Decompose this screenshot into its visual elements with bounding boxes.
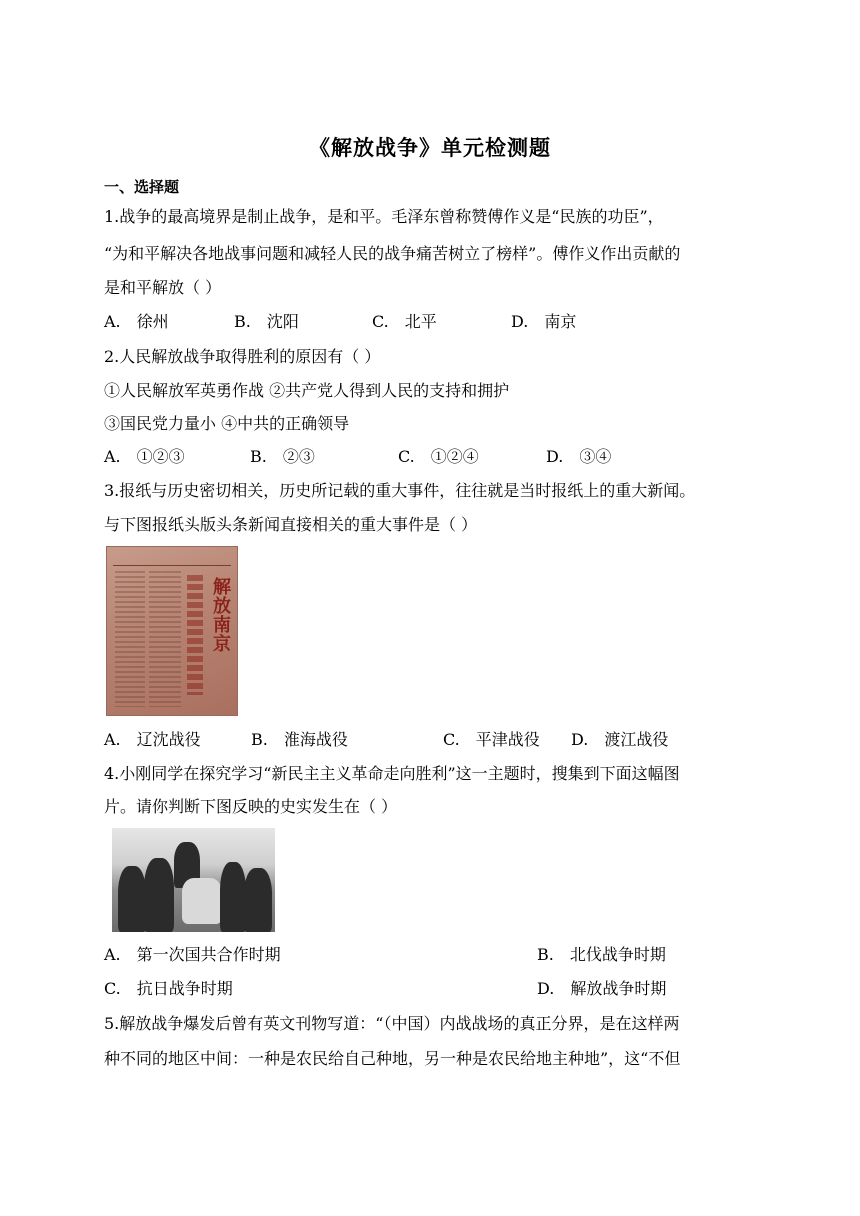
- q3-option-a: A. 辽沈战役: [104, 730, 201, 749]
- historical-photo: [112, 828, 275, 932]
- photo-figure: [244, 868, 272, 932]
- q1-option-a: A. 徐州: [104, 312, 169, 331]
- q4-line-2: 片。请你判断下图反映的史实发生在（ ）: [104, 797, 398, 816]
- q3-option-d: D. 渡江战役: [571, 730, 669, 749]
- q2-option-c: C. ①②④: [398, 447, 479, 466]
- q4-option-d: D. 解放战争时期: [537, 979, 667, 998]
- photo-horse: [182, 878, 222, 924]
- document-title: 《解放战争》单元检测题: [309, 136, 551, 160]
- q2-option-d: D. ③④: [546, 447, 612, 466]
- q4-option-c: C. 抗日战争时期: [104, 979, 233, 998]
- q2-line-2: ①人民解放军英勇作战 ②共产党人得到人民的支持和拥护: [104, 381, 510, 400]
- newspaper-column: [149, 571, 181, 707]
- newspaper-masthead: [113, 551, 231, 566]
- section-heading: 一、选择题: [104, 178, 180, 196]
- photo-figure: [118, 866, 146, 932]
- q4-option-a: A. 第一次国共合作时期: [104, 945, 281, 964]
- q1-line-3: 是和平解放（ ）: [104, 278, 222, 297]
- q3-line-2: 与下图报纸头版头条新闻直接相关的重大事件是（ ）: [104, 515, 478, 534]
- q1-line-2: “为和平解决各地战事问题和减轻人民的战争痛苦树立了榜样”。傅作义作出贡献的: [104, 244, 681, 263]
- newspaper-headline: 解放南京: [210, 577, 231, 653]
- q2-line-1: 2.人民解放战争取得胜利的原因有（ ）: [104, 347, 381, 366]
- q1-option-b: B. 沈阳: [234, 312, 299, 331]
- q5-line-1: 5.解放战争爆发后曾有英文刊物写道：“（中国）内战战场的真正分界，是在这样两: [104, 1014, 680, 1033]
- q2-line-3: ③国民党力量小 ④中共的正确领导: [104, 414, 350, 433]
- q4-line-1: 4.小刚同学在探究学习“新民主主义革命走向胜利”这一主题时，搜集到下面这幅图: [104, 764, 680, 783]
- q1-option-d: D. 南京: [511, 312, 577, 331]
- q3-option-c: C. 平津战役: [443, 730, 540, 749]
- photo-figure: [144, 858, 174, 932]
- q3-option-b: B. 淮海战役: [251, 730, 348, 749]
- q2-option-b: B. ②③: [250, 447, 315, 466]
- q1-option-c: C. 北平: [372, 312, 437, 331]
- q3-line-1: 3.报纸与历史密切相关，历史所记载的重大事件，往往就是当时报纸上的重大新闻。: [104, 481, 696, 500]
- q2-option-a: A. ①②③: [104, 447, 185, 466]
- newspaper-image: [106, 546, 238, 716]
- newspaper-subheadline: [187, 575, 203, 695]
- newspaper-column: [115, 571, 145, 707]
- photo-figure: [220, 862, 246, 932]
- q5-line-2: 种不同的地区中间：一种是农民给自己种地，另一种是农民给地主种地”，这“不但: [104, 1049, 681, 1068]
- q4-option-b: B. 北伐战争时期: [537, 945, 666, 964]
- q1-line-1: 1.战争的最高境界是制止战争，是和平。毛泽东曾称赞傅作义是“民族的功臣”，: [104, 207, 664, 226]
